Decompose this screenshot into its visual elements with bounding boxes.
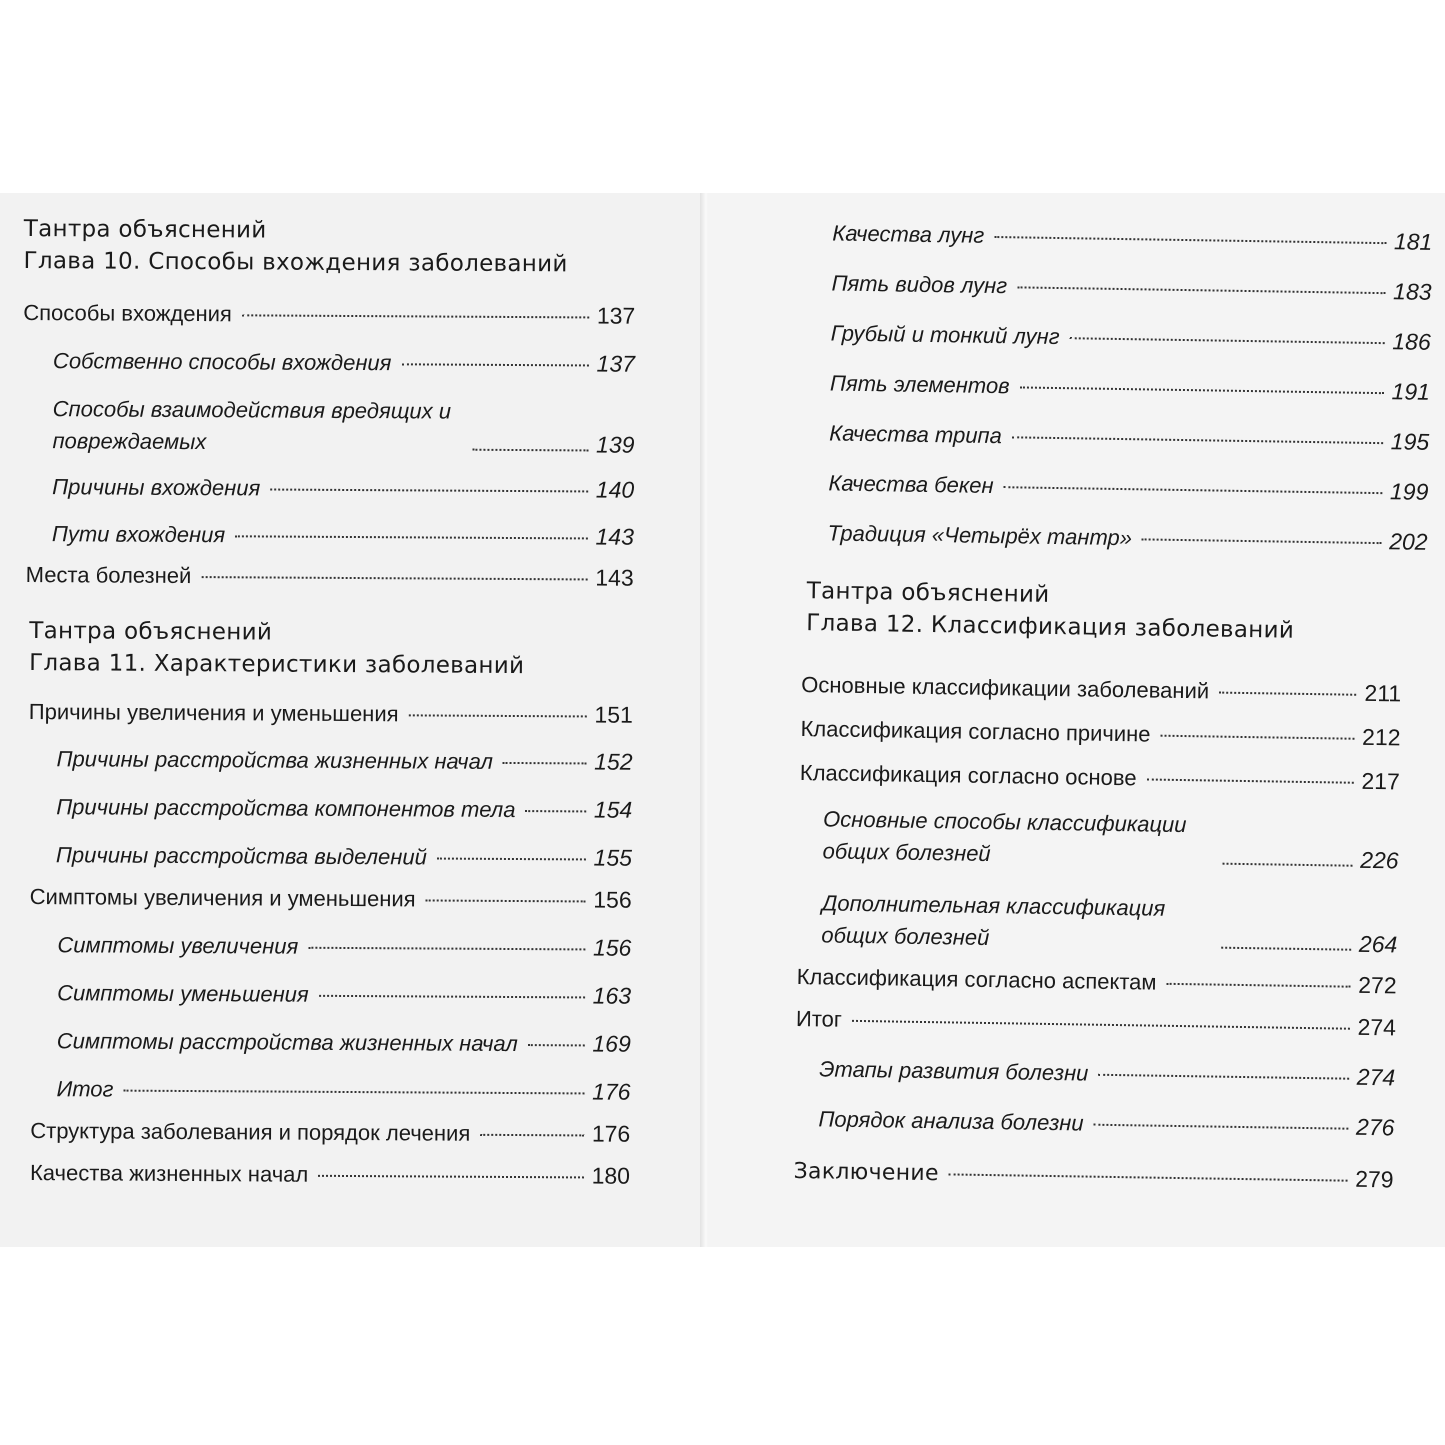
page-number: 154 <box>593 796 633 823</box>
chapter-title: Глава 10. Способы вхождения заболеваний <box>23 247 568 278</box>
page-number: 143 <box>595 523 634 550</box>
heading-line: Тантра объяснений <box>29 618 273 646</box>
toc-entry-conclusion[interactable] <box>793 1155 1393 1196</box>
dot-leader <box>852 1020 1350 1030</box>
page-number: 156 <box>592 934 632 961</box>
dot-leader <box>1012 436 1383 444</box>
page-number: 279 <box>1355 1165 1394 1193</box>
dot-leader <box>503 762 586 765</box>
page-number: 274 <box>1357 1013 1397 1041</box>
toc-entry[interactable] <box>801 267 1431 308</box>
left-toc-column <box>23 193 636 1189</box>
entry-title: Причины вхождения <box>52 474 261 501</box>
dot-leader <box>437 858 586 861</box>
page-number: 152 <box>594 748 633 775</box>
page-number: 199 <box>1389 478 1429 505</box>
dot-leader <box>1017 286 1385 294</box>
dot-leader <box>1219 692 1356 696</box>
page-number: 180 <box>591 1162 631 1189</box>
entry-title: Качества трипа <box>829 420 1003 449</box>
dot-leader <box>401 363 588 366</box>
heading-line: Тантра объяснений <box>23 215 267 244</box>
toc-entry[interactable] <box>800 713 1400 753</box>
entry-title: Пять видов лунг <box>831 270 1008 299</box>
entry-title: Причины увеличения и уменьшения <box>28 699 399 727</box>
entry-title: Причины расстройства жизненных начал <box>56 746 494 774</box>
page-number: 176 <box>592 1078 631 1105</box>
left-page <box>0 193 703 1247</box>
entry-title: Симптомы расстройства жизненных начал <box>56 1028 518 1057</box>
page-number: 176 <box>591 1120 631 1147</box>
dot-leader <box>1020 386 1384 394</box>
dot-leader <box>525 810 585 812</box>
heading-line: Тантра объяснений <box>806 578 1050 608</box>
page-number: 183 <box>1392 278 1432 305</box>
section-heading <box>23 213 567 280</box>
entry-title: Этапы развития болезни <box>819 1056 1089 1086</box>
toc-entry[interactable] <box>23 297 635 332</box>
toc-entry[interactable] <box>22 393 634 461</box>
dot-leader <box>1223 863 1353 867</box>
toc-entry[interactable] <box>798 467 1428 508</box>
entry-title: Пути вхождения <box>51 521 226 548</box>
toc-entry[interactable] <box>799 417 1429 458</box>
entry-title: Традиция «Четырёх тантр» <box>827 520 1133 551</box>
dot-leader <box>1221 947 1351 951</box>
dot-leader <box>319 995 585 999</box>
entry-title: Порядок анализа болезни <box>818 1106 1084 1136</box>
entry-title: Качества бекен <box>828 470 994 499</box>
dot-leader <box>1142 538 1381 544</box>
dot-leader <box>1161 735 1355 740</box>
toc-entry[interactable] <box>801 669 1401 709</box>
book-spread <box>0 193 1445 1247</box>
entry-title: Итог <box>795 1005 843 1032</box>
entry-title: Грубый и тонкий лунг <box>830 320 1060 350</box>
dot-leader <box>1147 778 1354 783</box>
toc-entry[interactable] <box>797 517 1427 558</box>
toc-entry[interactable] <box>22 471 634 506</box>
toc-entry[interactable] <box>796 1003 1396 1043</box>
entry-title: Симптомы увеличения и уменьшения <box>29 884 416 912</box>
toc-entry[interactable] <box>30 1115 630 1150</box>
page-number: 202 <box>1389 528 1428 555</box>
entry-title: Заключение <box>793 1158 940 1187</box>
dot-leader <box>949 1173 1347 1181</box>
dot-leader <box>426 899 586 902</box>
toc-entry[interactable] <box>800 757 1400 797</box>
page-number: 137 <box>596 350 636 377</box>
page-number: 186 <box>1392 328 1431 355</box>
dot-leader <box>308 947 585 951</box>
page-number: 195 <box>1390 428 1430 455</box>
page-number: 274 <box>1356 1063 1396 1091</box>
toc-entry[interactable] <box>26 559 634 594</box>
dot-leader <box>123 1090 584 1095</box>
toc-entry[interactable] <box>789 1053 1395 1094</box>
page-number: 264 <box>1358 930 1398 958</box>
entry-title: Симптомы уменьшения <box>57 980 309 1007</box>
dot-leader <box>242 314 589 318</box>
page-number: 191 <box>1391 378 1431 405</box>
entry-title: Способы взаимодействия вредящих и повреждаемых <box>52 396 452 455</box>
toc-entry[interactable] <box>22 518 634 553</box>
page-number: 169 <box>592 1030 631 1057</box>
toc-entry[interactable] <box>26 743 632 778</box>
entry-title: Классификация согласно основе <box>799 760 1137 791</box>
entry-title: Дополнительная классификация общих болезней <box>821 890 1166 951</box>
page-number: 140 <box>595 476 635 503</box>
entry-title: Классификация согласно причине <box>800 716 1151 747</box>
page-number: 181 <box>1393 228 1433 255</box>
right-page <box>708 193 1445 1247</box>
dot-leader <box>1070 337 1385 344</box>
dot-leader <box>528 1044 585 1046</box>
entry-title: Структура заболевания и порядок лечения <box>30 1118 471 1146</box>
toc-entry[interactable] <box>801 317 1431 358</box>
entry-title: Классификация согласно аспектам <box>796 963 1157 995</box>
chapter-title: Глава 12. Классификация заболеваний <box>806 610 1295 644</box>
entry-title: Основные способы классификации общих болезней <box>822 806 1187 867</box>
toc-entry[interactable] <box>30 881 632 916</box>
toc-entry[interactable] <box>26 791 632 826</box>
page-number: 212 <box>1361 723 1401 751</box>
dot-leader <box>480 1134 584 1137</box>
toc-entry[interactable] <box>27 977 631 1012</box>
section-heading <box>806 575 1295 647</box>
entry-title: Качества лунг <box>832 220 985 248</box>
entry-title: Собственно способы вхождения <box>52 348 392 376</box>
page-number: 163 <box>592 982 632 1009</box>
toc-entry[interactable] <box>27 929 631 964</box>
entry-title: Пять элементов <box>829 370 1010 399</box>
page-number: 211 <box>1364 679 1402 707</box>
entry-title: Симптомы увеличения <box>57 932 299 959</box>
toc-entry[interactable] <box>796 961 1396 1001</box>
page-number: 226 <box>1360 846 1399 874</box>
page-number: 137 <box>596 302 636 329</box>
dot-leader <box>1094 1124 1348 1130</box>
dot-leader <box>994 236 1386 244</box>
entry-title: Способы вхождения <box>23 299 232 327</box>
dot-leader <box>472 449 588 452</box>
toc-entry[interactable] <box>26 1073 630 1108</box>
toc-entry[interactable] <box>23 345 635 380</box>
entry-title: Качества жизненных начал <box>29 1160 309 1187</box>
toc-entry[interactable] <box>800 367 1430 408</box>
dot-leader <box>235 535 587 539</box>
entry-title: Основные классификации заболеваний <box>801 672 1210 704</box>
toc-entry[interactable] <box>26 839 632 874</box>
entry-title: Места болезней <box>25 562 192 589</box>
toc-entry[interactable] <box>802 217 1432 258</box>
entry-title: Причины расстройства компонентов тела <box>56 794 516 823</box>
page-number: 139 <box>596 431 635 458</box>
dot-leader <box>201 576 587 580</box>
page-number: 272 <box>1358 971 1397 999</box>
toc-entry[interactable] <box>788 1103 1394 1144</box>
right-toc-column <box>793 193 1438 1193</box>
dot-leader <box>270 489 588 493</box>
toc-entry[interactable] <box>27 1025 631 1060</box>
page-number: 143 <box>595 564 634 591</box>
dot-leader <box>1098 1074 1348 1080</box>
dot-leader <box>318 1175 583 1179</box>
toc-entry[interactable] <box>791 887 1398 961</box>
chapter-title: Глава 11. Характеристики заболеваний <box>29 650 525 680</box>
page-number: 276 <box>1355 1113 1395 1141</box>
dot-leader <box>1166 983 1350 988</box>
page-number: 151 <box>594 701 633 728</box>
toc-entry[interactable] <box>29 696 633 731</box>
page-number: 156 <box>593 886 632 913</box>
toc-entry[interactable] <box>30 1157 630 1192</box>
entry-title: Итог <box>56 1076 114 1102</box>
dot-leader <box>409 714 587 717</box>
page-number: 217 <box>1361 767 1401 795</box>
toc-entry[interactable] <box>792 803 1399 877</box>
section-heading <box>29 615 525 682</box>
entry-title: Причины расстройства выделений <box>55 842 427 870</box>
page-number: 155 <box>593 844 633 871</box>
dot-leader <box>1004 486 1382 494</box>
